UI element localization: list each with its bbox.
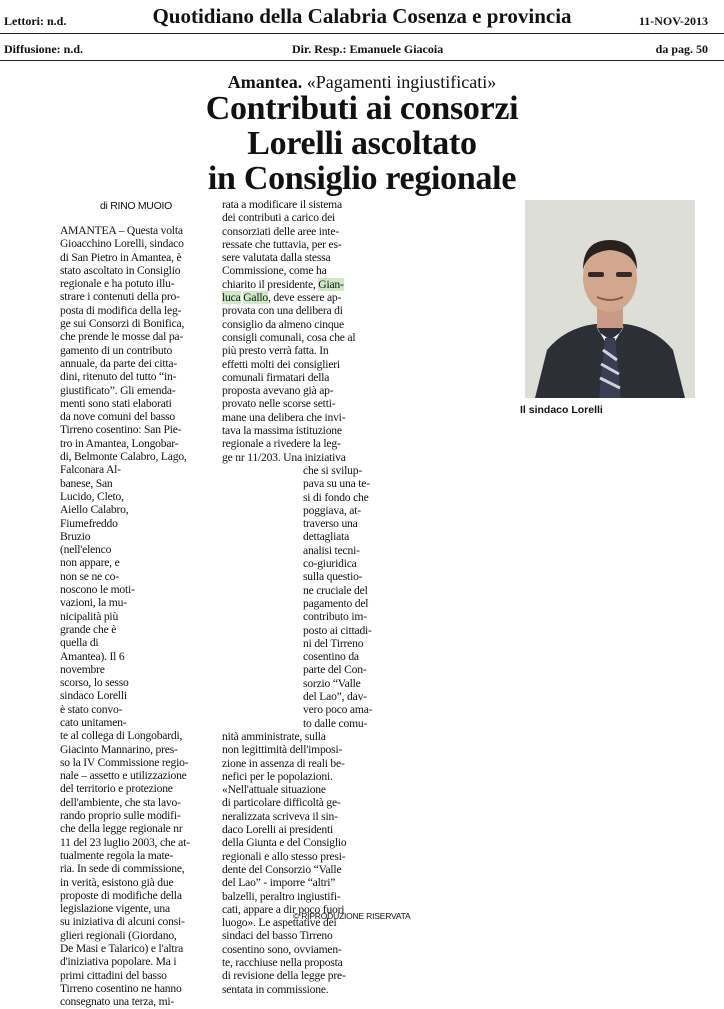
text-line: to dalle comu- — [303, 716, 368, 730]
mayor-photo — [525, 200, 695, 398]
text-line: tualmente regola la mate- — [60, 848, 174, 862]
text-line: novembre — [60, 662, 105, 676]
text-line: pagamento del — [303, 596, 369, 610]
text-line: te, racchiuse nella proposta — [222, 956, 343, 970]
text-line: analisi tecni- — [303, 543, 360, 557]
text-line: che della legge regionale nr — [60, 822, 183, 836]
text-line: cosentino sono, ovviamen- — [222, 942, 342, 956]
text-line: che si svilup- — [303, 464, 363, 477]
header-rule-top — [0, 33, 724, 34]
text-line: zione in assenza di reali be- — [222, 756, 345, 770]
text-line — [222, 291, 392, 304]
text-line: ge nr 11/203. Una iniziativa — [222, 450, 346, 464]
text-line: consiglio da almeno cinque — [222, 317, 344, 331]
text-line: che prende le mosse dal pa- — [60, 330, 184, 344]
text-line: neralizzata scriveva il sin- — [222, 809, 338, 823]
text-line: parte del Con- — [303, 663, 367, 677]
text-line: da nove comuni del basso — [60, 410, 175, 424]
text-line: proposta avevano già ap- — [222, 384, 334, 398]
text-line: «Nell'attuale situazione — [222, 783, 326, 797]
text-line: luogo». Le aspettative dei — [222, 916, 337, 930]
text-line: rata a modificare il sistema — [222, 198, 342, 211]
text-line: consigli comunali, cosa che al — [222, 330, 356, 344]
text-line: sulla questio- — [303, 570, 363, 584]
headline-line-1: Contributi ai consorzi — [205, 90, 519, 127]
copyright-notice: © RIPRODUZIONE RISERVATA — [293, 911, 411, 921]
highlighted-name-first: Gian- — [318, 277, 344, 291]
text-line: regionale a rivedere la leg- — [222, 437, 341, 451]
text-line: Tirreno cosentino ne hanno — [60, 981, 182, 995]
text-line: posta di modifica della leg- — [60, 303, 182, 317]
text-line: pava su una te- — [303, 477, 370, 491]
text-line: ne cruciale del — [303, 583, 368, 597]
text-line: sere valutata dalla stessa — [222, 251, 331, 265]
text-line: sindaco Lorelli — [60, 689, 127, 703]
article-column-2-top — [222, 198, 392, 464]
text-line: Bruzio — [60, 529, 91, 543]
kicker-place: Amantea. — [227, 72, 303, 92]
text-line: so la IV Commissione regio- — [60, 755, 189, 769]
text-line: 11 del 23 luglio 2003, che at- — [60, 835, 190, 849]
text-line: Commissione, come ha — [222, 264, 327, 278]
text-line: Amantea). Il 6 — [60, 649, 125, 663]
text-line: di revisione della legge pre- — [222, 969, 346, 983]
text-line: proposte di modifiche della — [60, 888, 182, 902]
text-line: d'iniziativa popolare. Ma i — [60, 955, 177, 969]
text-line: glieri regionali (Giordano, — [60, 928, 177, 942]
text-line: nefici per le popolazioni. — [222, 769, 333, 783]
text-run: chiarito il presidente, — [222, 277, 316, 291]
text-line: De Masi e Talarico) e l'altra — [60, 942, 184, 956]
text-line: ria. In sede di commissione, — [60, 862, 185, 876]
text-line: in verità, esistono già due — [60, 875, 174, 889]
text-line: nale – assetto e utilizzazione — [60, 769, 187, 783]
text-line: grande che è — [60, 622, 117, 636]
issue-date: 11-NOV-2013 — [638, 14, 708, 28]
highlighted-name-last: Gallo — [243, 291, 268, 305]
text-line: è stato convo- — [60, 702, 123, 716]
text-line: Tirreno cosentino: San Pie- — [60, 423, 182, 437]
text-line: non se ne co- — [60, 569, 119, 583]
text-line: su iniziativa di alcuni consi- — [60, 915, 185, 929]
text-line: strare i contenuti della pro- — [60, 290, 180, 304]
text-line: ressate che tuttavia, per es- — [222, 237, 342, 251]
text-line: di, Belmonte Calabro, Lago, — [60, 450, 187, 464]
kicker-quote: «Pagamenti ingiustificati» — [306, 72, 497, 92]
text-line: gamento di un contributo — [60, 343, 173, 357]
text-line: non legittimità dell'imposi- — [222, 743, 343, 757]
text-line: tava la massima istituzione — [222, 424, 342, 438]
text-line: balzelli, peraltro ingiustifi- — [222, 889, 341, 903]
portrait-image — [525, 200, 695, 398]
text-line: traverso una — [303, 517, 358, 531]
text-line: contributo im- — [303, 610, 367, 624]
article-column-2-narrow — [303, 464, 393, 730]
text-line: Giacinto Mannarino, pres- — [60, 742, 178, 756]
text-line: più presto verrà fatta. In — [222, 344, 329, 358]
headline-line-3: in Consiglio regionale — [207, 160, 517, 197]
text-line: giustificato”. Gli emenda- — [60, 383, 176, 397]
text-line: rando proprio sulle modifi- — [60, 809, 181, 823]
byline: di RINO MUOIO — [100, 200, 172, 212]
text-line: consegnato una terza, mi- — [60, 995, 175, 1009]
text-line: regionali e allo stesso presi- — [222, 849, 346, 863]
text-line: stato ascoltato in Consiglio — [60, 263, 181, 277]
text-line: dei contributi a carico dei — [222, 211, 336, 225]
text-line: menti sono stati elaborati — [60, 396, 172, 410]
text-line: si di fondo che — [303, 490, 369, 504]
text-line: cosentino da — [303, 650, 359, 664]
text-line: Lucido, Cleto, — [60, 489, 124, 503]
text-line: sentata in commissione. — [222, 982, 329, 996]
text-line: legislazione vigente, una — [60, 902, 170, 916]
text-line: della Giunta e del Consiglio — [222, 836, 347, 850]
text-line: (nell'elenco — [60, 543, 112, 557]
headline-line-2: Lorelli ascoltato — [247, 125, 477, 162]
text-run: , deve essere ap- — [267, 291, 342, 305]
text-line: posto ai cittadi- — [303, 623, 372, 637]
text-line: dente del Consorzio “Valle — [222, 862, 342, 876]
text-line: regionale e ha potuto illu- — [60, 277, 175, 291]
header-rule-bottom — [0, 60, 724, 61]
text-line: dell'ambiente, che sta lavo- — [60, 795, 181, 809]
text-line: tro in Amantea, Longobar- — [60, 436, 179, 450]
publication-title: Quotidiano della Calabria Cosenza e provincia — [152, 4, 572, 28]
text-line: ge sui Consorzi di Bonifica, — [60, 317, 185, 331]
circulation: Diffusione: n.d. — [4, 42, 84, 56]
text-line: di particolare difficoltà ge- — [222, 796, 341, 810]
text-line — [222, 278, 392, 291]
text-line: di San Pietro in Amantea, è — [60, 250, 182, 264]
text-line: consorziati delle aree inte- — [222, 224, 340, 238]
highlighted-name-first-end: luca — [222, 291, 241, 305]
text-line: AMANTEA – Questa volta — [60, 224, 183, 237]
director: Dir. Resp.: Emanuele Giacoia — [292, 42, 444, 56]
text-line: primi cittadini del basso — [60, 968, 167, 982]
text-line: cato unitamen- — [60, 715, 127, 729]
text-line: poggiava, at- — [303, 503, 361, 517]
text-line: vazioni, la mu- — [60, 596, 127, 610]
text-line: daco Lorelli ai presidenti — [222, 823, 334, 837]
text-line: provata con una delibera di — [222, 304, 343, 318]
article-column-1 — [60, 224, 210, 1009]
text-line: nicipalità più — [60, 609, 119, 623]
text-line: Aiello Calabro, — [60, 503, 129, 517]
text-line: del Lao”, dav- — [303, 690, 367, 704]
photo-caption: Il sindaco Lorelli — [520, 404, 603, 416]
text-line: provato nelle scorse setti- — [222, 397, 336, 411]
text-line: comunali firmatari della — [222, 370, 330, 384]
readers-count: Lettori: n.d. — [4, 14, 67, 28]
text-line: banese, San — [60, 476, 113, 490]
text-line: vero poco ama- — [303, 703, 373, 717]
text-line: annuale, da parte dei citta- — [60, 356, 178, 370]
page-reference: da pag. 50 — [655, 42, 708, 56]
text-line: del Lao” - imporre “altri” — [222, 876, 336, 890]
text-line: non appare, e — [60, 556, 120, 570]
text-line: scorso, lo sesso — [60, 676, 129, 690]
text-line: Gioacchino Lorelli, sindaco — [60, 237, 184, 251]
text-line: mane una delibera che invi- — [222, 410, 346, 424]
text-line: co-giuridica — [303, 557, 357, 571]
text-line: del territorio e protezione — [60, 782, 173, 796]
text-line: Fiumefreddo — [60, 516, 118, 530]
text-line: quella di — [60, 636, 99, 650]
text-line: sindaci del basso Tirreno — [222, 929, 333, 943]
text-line: ni del Tirreno — [303, 636, 364, 650]
text-line: effetti molti dei consiglieri — [222, 357, 340, 371]
text-line: dini, ritenuto del tutto “in- — [60, 370, 177, 384]
text-line: cati, appare a dir poco fuori — [222, 902, 345, 916]
text-line: sorzio “Valle — [303, 676, 361, 690]
text-line: noscono le moti- — [60, 583, 135, 597]
text-line: Falconara Al- — [60, 463, 121, 477]
text-line: te al collega di Longobardi, — [60, 729, 183, 743]
text-line: nità amministrate, sulla — [222, 730, 326, 743]
text-line: dettagliata — [303, 530, 350, 544]
article-column-2-bottom — [222, 730, 392, 996]
